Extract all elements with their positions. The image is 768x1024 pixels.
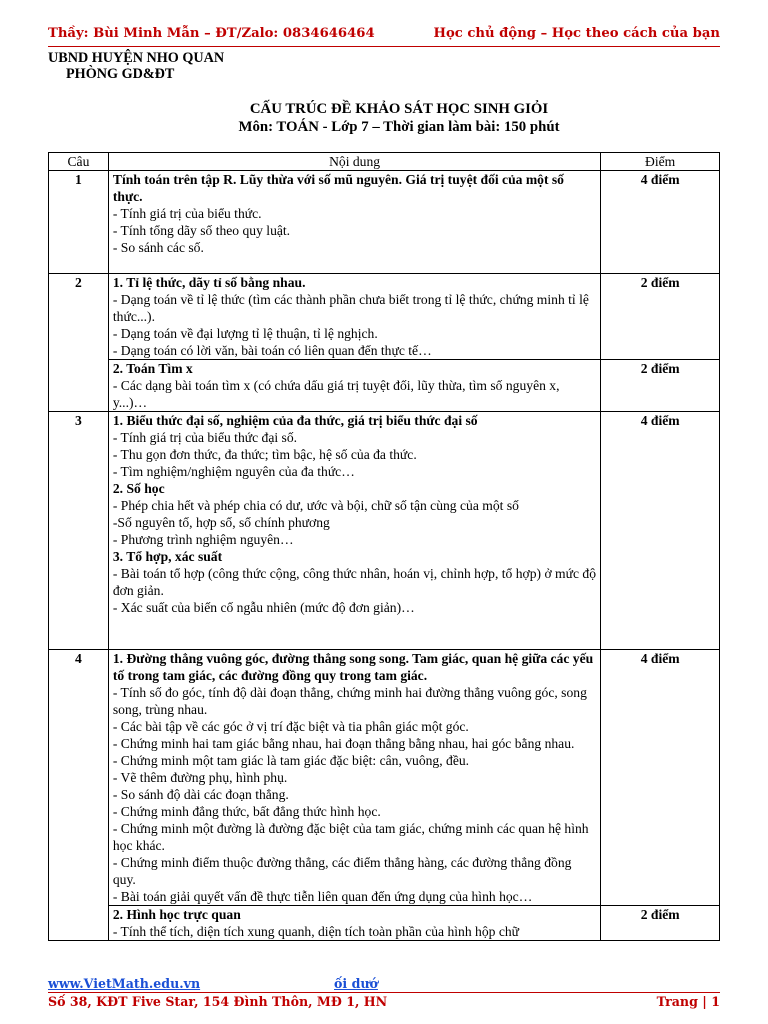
content-line: Tính toán trên tập R. Lũy thừa với số mũ nguyên. Giá trị tuyệt đối của một số thực.	[112, 172, 564, 204]
content-line: 2. Toán Tìm x	[112, 361, 193, 376]
content-line: 2. Hình học trực quan	[112, 907, 241, 922]
content-line: - Tính thể tích, diện tích xung quanh, diện tích toàn phần của hình hộp chữ	[112, 924, 520, 939]
content-line: - Tính giá trị của biểu thức.	[112, 206, 262, 221]
table-row	[49, 650, 720, 906]
score-cell: 4 điểm	[601, 650, 720, 906]
score-cell: 2 điểm	[601, 906, 720, 941]
footer-mid-text: ối dướ	[334, 976, 378, 991]
score-cell: 2 điểm	[601, 360, 720, 412]
table-row	[49, 412, 720, 650]
content-line: - Phương trình nghiệm nguyên…	[112, 532, 294, 547]
title-main: CẤU TRÚC ĐỀ KHẢO SÁT HỌC SINH GIỎI	[249, 101, 549, 117]
content-line: - Chứng minh điểm thuộc đường thẳng, các điểm thẳng hàng, các đường thẳng đồng quy.	[112, 855, 572, 887]
org-line-2: PHÒNG GD&ĐT	[66, 66, 175, 82]
footer-rule	[48, 992, 720, 993]
content-line: - Các dạng bài toán tìm x (có chứa dấu giá trị tuyệt đối, lũy thừa, tìm số nguyên x, y...)…	[112, 378, 560, 410]
content-line: - Dạng toán về đại lượng tỉ lệ thuận, tỉ lệ nghịch.	[112, 326, 378, 341]
content-line: - Tính số đo góc, tính độ dài đoạn thẳng, chứng minh hai đường thẳng vuông góc, song song, trùng nhau.	[112, 685, 587, 717]
content-line: 1. Đường thẳng vuông góc, đường thẳng song song. Tam giác, quan hệ giữa các yếu tố trong tam giác, các đường đồng quy trong tam giác.	[112, 651, 594, 683]
content-line: - Chứng minh một đường là đường đặc biệt của tam giác, chứng minh các quan hệ hình học khác.	[112, 821, 589, 853]
cau-number: 1	[49, 171, 109, 274]
content-cell	[108, 412, 600, 650]
content-line: - Tính giá trị của biểu thức đại số.	[112, 430, 298, 445]
footer-address: Số 38, KĐT Five Star, 154 Đình Thôn, MĐ 1, HN	[48, 994, 388, 1009]
content-line: - Xác suất của biến cố ngẫu nhiên (mức độ đơn giản)…	[112, 600, 415, 615]
content-line: - Tìm nghiệm/nghiệm nguyên của đa thức…	[112, 464, 355, 479]
header-noi-dung: Nội dung	[108, 153, 600, 171]
document-title	[48, 100, 720, 136]
content-line: - Dạng toán có lời văn, bài toán có liên quan đến thực tế…	[112, 343, 432, 358]
score-cell: 4 điểm	[601, 171, 720, 274]
content-line: - Thu gọn đơn thức, đa thức; tìm bậc, hệ số của đa thức.	[112, 447, 417, 462]
score-cell: 2 điểm	[601, 274, 720, 360]
content-cell	[108, 906, 600, 941]
content-cell	[108, 171, 600, 274]
content-line: - So sánh các số.	[112, 240, 204, 255]
table-header-row	[49, 153, 720, 171]
content-line: 3. Tổ hợp, xác suất	[112, 549, 223, 564]
page-header	[48, 26, 720, 47]
content-line: - Phép chia hết và phép chia có dư, ước và bội, chữ số tận cùng của một số	[112, 498, 519, 513]
header-author: Thầy: Bùi Minh Mẫn – ĐT/Zalo: 0834646464	[48, 26, 375, 41]
header-slogan: Học chủ động – Học theo cách của bạn	[433, 26, 720, 41]
table-row	[49, 274, 720, 360]
content-line: - Chứng minh đẳng thức, bất đẳng thức hình học.	[112, 804, 381, 819]
score-cell: 4 điểm	[601, 412, 720, 650]
page-number: Trang | 1	[656, 994, 720, 1009]
cau-number: 4	[49, 650, 109, 941]
content-line: - So sánh độ dài các đoạn thẳng.	[112, 787, 289, 802]
content-cell	[108, 650, 600, 906]
table-row	[49, 360, 720, 412]
table-row	[49, 171, 720, 274]
content-line: - Bài toán tổ hợp (công thức cộng, công thức nhân, hoán vị, chỉnh hợp, tổ hợp) ở mức độ đơn giản.	[112, 566, 596, 598]
content-line: 1. Biểu thức đại số, nghiệm của đa thức, giá trị biểu thức đại số	[112, 413, 478, 428]
org-line-1: UBND HUYỆN NHO QUAN	[48, 50, 225, 66]
organization	[48, 50, 224, 82]
header-diem: Điểm	[601, 153, 720, 171]
content-line: - Chứng minh hai tam giác bằng nhau, hai đoạn thẳng bằng nhau, hai góc bằng nhau.	[112, 736, 575, 751]
content-line: 1. Tỉ lệ thức, dãy tỉ số bằng nhau.	[112, 275, 306, 290]
content-line: - Chứng minh một tam giác là tam giác đặc biệt: cân, vuông, đều.	[112, 753, 470, 768]
header-cau: Câu	[49, 153, 109, 171]
content-line: - Vẽ thêm đường phụ, hình phụ.	[112, 770, 288, 785]
content-line: - Bài toán giải quyết vấn đề thực tiễn liên quan đến ứng dụng của hình học…	[112, 889, 533, 904]
content-line: 2. Số học	[112, 481, 165, 496]
content-line: -Số nguyên tố, hợp số, số chính phương	[112, 515, 330, 530]
cau-number: 3	[49, 412, 109, 650]
content-line: - Dạng toán về tỉ lệ thức (tìm các thành phần chưa biết trong tỉ lệ thức, chứng minh tỉ lệ thức...).	[112, 292, 589, 324]
website-link[interactable]: www.VietMath.edu.vn	[48, 976, 201, 991]
content-cell	[108, 360, 600, 412]
content-line: - Các bài tập về các góc ở vị trí đặc biệt và tia phân giác một góc.	[112, 719, 469, 734]
cau-number: 2	[49, 274, 109, 412]
structure-table	[48, 152, 720, 941]
content-cell	[108, 274, 600, 360]
title-sub: Môn: TOÁN - Lớp 7 – Thời gian làm bài: 150 phút	[238, 119, 560, 135]
content-line: - Tính tổng dãy số theo quy luật.	[112, 223, 291, 238]
table-row	[49, 906, 720, 941]
